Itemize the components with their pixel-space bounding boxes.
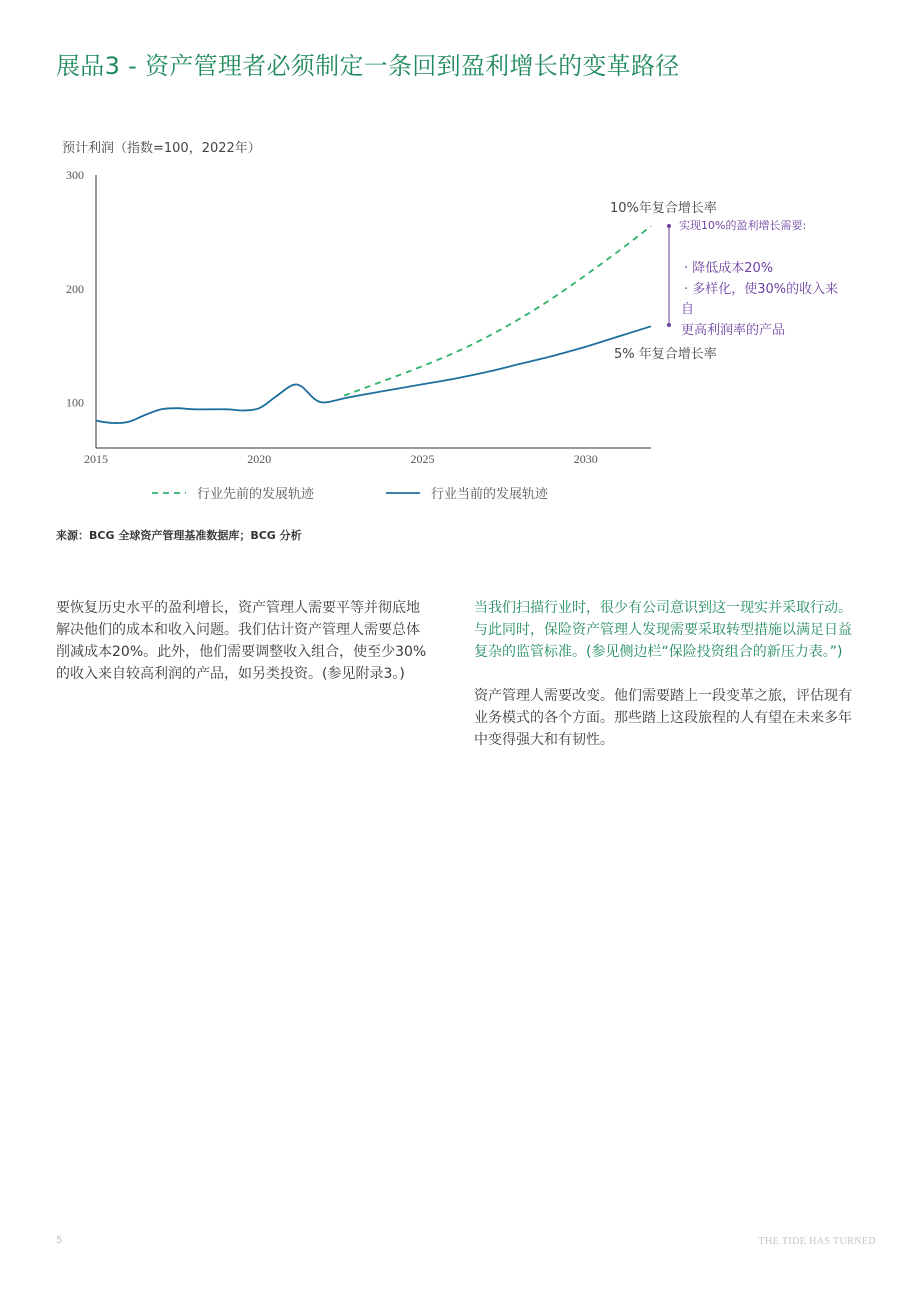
legend-label: 行业当前的发展轨迹 — [431, 487, 549, 502]
x-tick-label: 2020 — [247, 452, 272, 466]
body-column-right — [474, 597, 864, 763]
x-tick-label: 2030 — [573, 452, 598, 466]
body-paragraph-highlight: 当我们扫描行业时，很少有公司意识到这一现实并采取行动。与此同时，保险资产管理人发现需要采取转型措施以满足日益复杂的监管标准。(参见侧边栏“保险投资组合的新压力表。”) — [474, 600, 852, 660]
low-growth-label: 5% 年复合增长率 — [614, 347, 717, 362]
annotation-line: 自 — [681, 302, 695, 317]
profit-projection-chart — [0, 130, 900, 515]
body-paragraph: 要恢复历史水平的盈利增长，资产管理人需要平等并彻底地解决他们的成本和收入问题。我们估计资产管理人需要总体削减成本20%。此外，他们需要调整收入组合，使至少30%的收入来自较高利润的产品，如另类投资。(参见附录3。) — [56, 600, 427, 682]
body-paragraph: 资产管理人需要改变。他们需要踏上一段变革之旅，评估现有业务模式的各个方面。那些踏上这段旅程的人有望在未来多年中变得强大和有韧性。 — [474, 688, 852, 748]
y-tick-label: 200 — [66, 281, 84, 296]
y-axis-label: 预计利润（指数=100，2022年） — [62, 141, 261, 156]
annotation-line: 更高利润率的产品 — [681, 323, 786, 338]
source-note: 来源：BCG 全球资产管理基准数据库；BCG 分析 — [56, 529, 302, 542]
body-column-left — [56, 597, 428, 697]
legend-label: 行业先前的发展轨迹 — [197, 487, 315, 502]
annotation-line: · 多样化，使30%的收入来 — [684, 282, 839, 297]
page-title: 展品3 - 资产管理者必须制定一条回到盈利增长的变革路径 — [56, 52, 680, 80]
running-title: THE TIDE HAS TURNED — [758, 1236, 876, 1247]
annotation-line: · 降低成本20% — [684, 261, 774, 276]
high-growth-label: 10%年复合增长率 — [610, 201, 717, 216]
annotation-bracket-dot — [667, 224, 671, 228]
x-tick-label: 2015 — [84, 452, 108, 466]
series-line-current — [96, 326, 651, 423]
y-tick-label: 100 — [66, 395, 84, 410]
page-number: 5 — [56, 1235, 63, 1246]
annotation-title: 实现10%的盈利增长需要: — [679, 219, 807, 232]
y-tick-label: 300 — [66, 168, 84, 182]
x-tick-label: 2025 — [410, 452, 435, 466]
annotation-bracket-dot — [667, 323, 671, 327]
